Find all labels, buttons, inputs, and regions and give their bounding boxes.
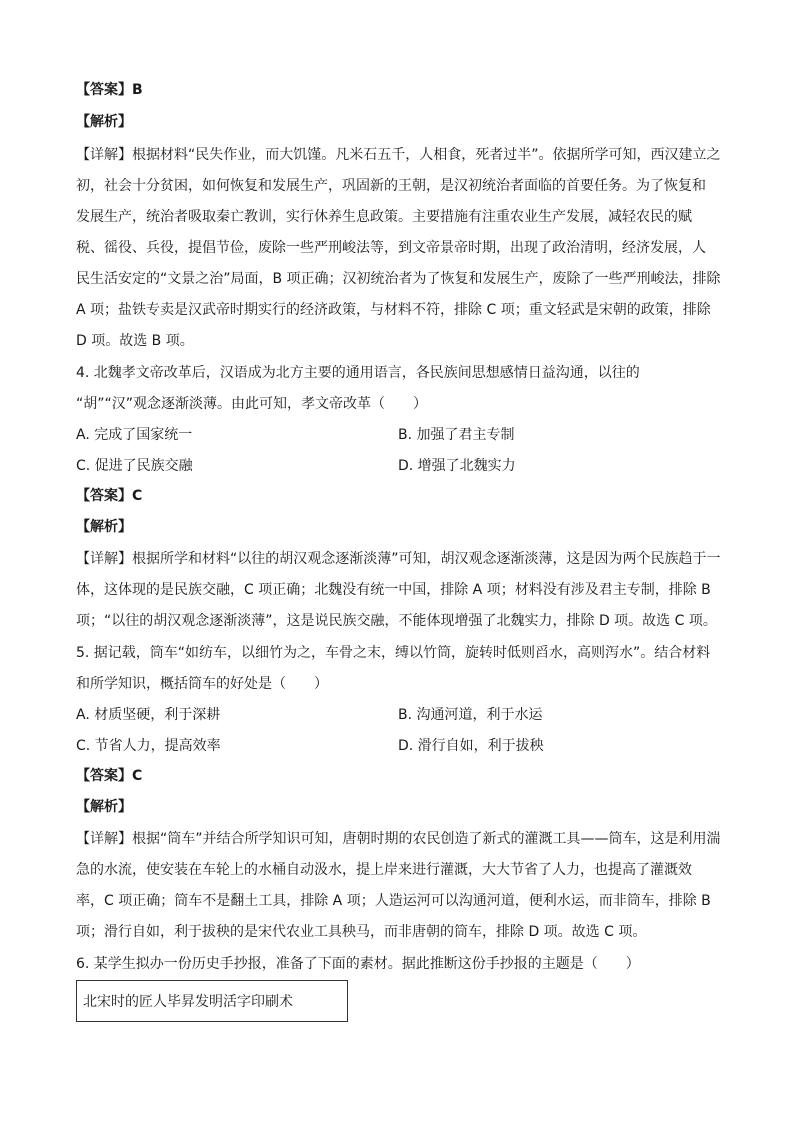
q6-material-box <box>76 980 348 1022</box>
q5-detail-line: 【详解】根据“筒车”并结合所学知识可知，唐朝时期的农民创造了新式的灌溉工具——筒车，这是利用湍 <box>76 831 721 847</box>
q4-detail-line: 体，这体现的是民族交融，C 项正确；北魏没有统一中国，排除 A 项；材料没有涉及君主专制，排除 B <box>76 582 711 598</box>
q4-detail-line: 【详解】根据所学和材料“以往的胡汉观念逐渐淡薄”可知，胡汉观念逐渐淡薄，这是因为两个民族趋于一 <box>76 551 721 567</box>
q5-option-c: C. 节省人力，提高效率 <box>76 738 221 754</box>
q3-analysis-label: 【解析】 <box>76 114 132 130</box>
q5-detail-line: 急的水流，使安装在车轮上的水桶自动汲水，提上岸来进行灌溉，大大节省了人力，也提高了灌溉效 <box>76 862 692 878</box>
q3-detail-line: D 项。故选 B 项。 <box>76 333 194 349</box>
q5-stem: 和所学知识，概括筒车的好处是（ ） <box>76 676 328 692</box>
q3-detail-line: 【详解】根据材料“民失作业，而大饥馑。凡米石五千，人相食，死者过半”。依据所学可知，西汉建立之 <box>76 147 721 163</box>
q4-stem: 4. 北魏孝文帝改革后，汉语成为北方主要的通用语言，各民族间思想感情日益沟通，以往的 <box>76 365 640 381</box>
q4-answer: 【答案】C <box>76 488 143 504</box>
q4-analysis-label: 【解析】 <box>76 519 132 535</box>
q6-stem: 6. 某学生拟办一份历史手抄报，准备了下面的素材。据此推断这份手抄报的主题是（ ） <box>76 956 640 972</box>
q5-analysis-label: 【解析】 <box>76 799 132 815</box>
q5-option-d: D. 滑行自如，利于拔秧 <box>398 738 544 754</box>
q3-detail-line: 发展生产，统治者吸取秦亡教训，实行休养生息政策。主要措施有注重农业生产发展，减轻农民的赋 <box>76 209 692 225</box>
q4-option-a: A. 完成了国家统一 <box>76 427 193 443</box>
q5-option-a: A. 材质坚硬，利于深耕 <box>76 707 221 723</box>
q5-stem: 5. 据记载，筒车“如纺车，以细竹为之，车骨之末，缚以竹筒，旋转时低则舀水，高则泻水”。结合材料 <box>76 645 711 661</box>
q3-detail-line: A 项；盐铁专卖是汉武帝时期实行的经济政策，与材料不符，排除 C 项；重文轻武是宋朝的政策，排除 <box>76 302 711 318</box>
q5-detail-line: 项；滑行自如，利于拔秧的是宋代农业工具秧马，而非唐朝的筒车，排除 D 项。故选 C 项。 <box>76 924 647 940</box>
q4-detail-line: 项；“以往的胡汉观念逐渐淡薄”，这是说民族交融，不能体现增强了北魏实力，排除 D 项。故选 C 项。 <box>76 613 717 629</box>
q5-option-b: B. 沟通河道，利于水运 <box>398 707 543 723</box>
q5-detail-line: 率，C 项正确；筒车不是翻土工具，排除 A 项；人造运河可以沟通河道，便利水运，而非筒车，排除 B <box>76 893 711 909</box>
q3-detail-line: 初，社会十分贫困，如何恢复和发展生产，巩固新的王朝，是汉初统治者面临的首要任务。为了恢复和 <box>76 178 706 194</box>
q4-option-d: D. 增强了北魏实力 <box>398 458 516 474</box>
q6-material-text: 北宋时的匠人毕昇发明活字印刷术 <box>83 994 293 1010</box>
q4-option-b: B. 加强了君主专制 <box>398 427 515 443</box>
q3-detail-line: 民生活安定的“文景之治”局面，B 项正确；汉初统治者为了恢复和发展生产，废除了一些严刑峻法，排除 <box>76 271 721 287</box>
q5-answer: 【答案】C <box>76 768 143 784</box>
q3-answer: 【答案】B <box>76 82 143 98</box>
q4-option-c: C. 促进了民族交融 <box>76 458 193 474</box>
q4-stem: “胡”“汉”观念逐渐淡薄。由此可知，孝文帝改革（ ） <box>76 396 428 412</box>
q3-detail-line: 税、徭役、兵役，提倡节俭，废除一些严刑峻法等，到文帝景帝时期，出现了政治清明，经济发展，人 <box>76 240 706 256</box>
